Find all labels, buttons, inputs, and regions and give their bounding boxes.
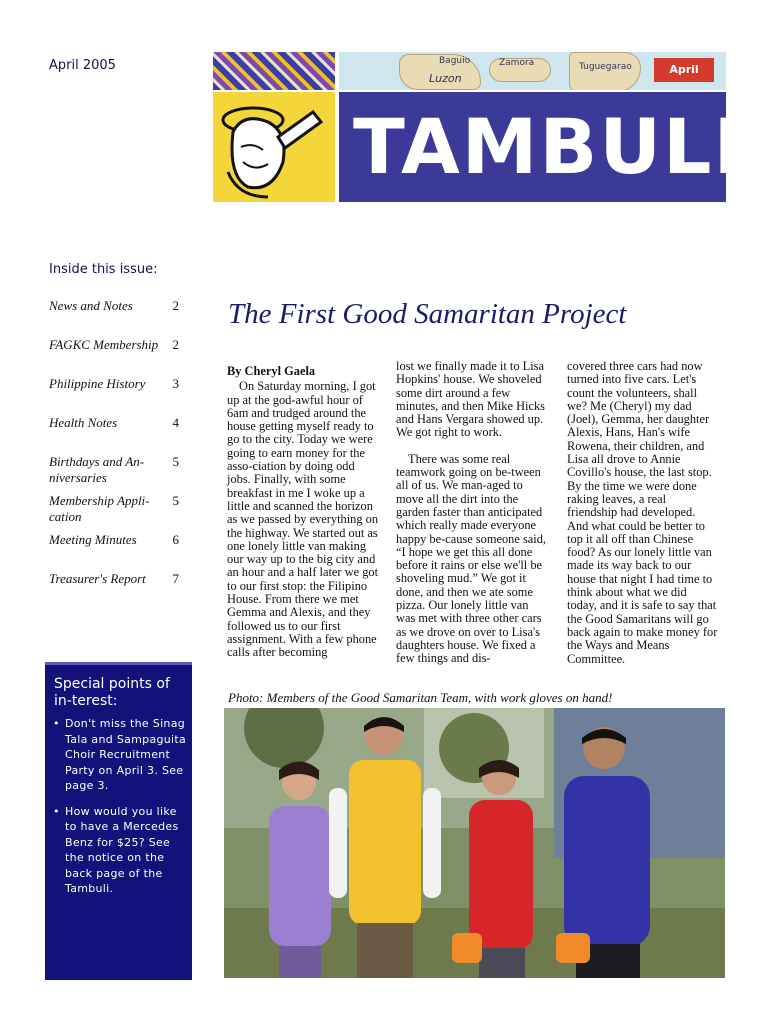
- special-points-box: [45, 662, 192, 980]
- toc-page: 4: [172, 415, 179, 430]
- photo-caption: Photo: Members of the Good Samaritan Team, with work gloves on hand!: [228, 690, 613, 705]
- map-label-baguio: Baguio: [439, 56, 471, 66]
- toc-item[interactable]: [49, 454, 189, 486]
- article-paragraph: lost we finally made it to Lisa Hopkins' house. We shoveled some dirt around a few minutes, and then Mike Hicks and Hans Vergara showed up. We got right to work.: [396, 359, 546, 440]
- inside-this-issue-heading: Inside this issue:: [49, 262, 158, 277]
- article-paragraph: There was some real teamwork going on be-tween all of us. We man-aged to move all the dirt into the garden faster than anticipated which really made everyone happy be-cause someone said, “I hope we get this all done before it rains or else we'll be shoveling mud.” We got it done, and then we ate some pizza. Our lonely little van was met with three other cars as we drove on over to Lisa's daughters house. We fixed a few things and dis-: [396, 451, 547, 666]
- toc-page: 2: [172, 298, 179, 313]
- toc-item[interactable]: [49, 298, 189, 314]
- masthead: [213, 52, 744, 202]
- toc-title: Philippine History: [49, 376, 146, 391]
- map-label-tuguegarao: Tuguegarao: [579, 62, 632, 72]
- toc-title: Treasurer's Report: [49, 571, 146, 586]
- article-paragraph: On Saturday morning, I got up at the god-awful hour of 6am and trudged around the house getting myself ready to go to the city. Today we were going to earn money for the asso-ciation by doing odd jobs. Finally, with some breakfast in me I woke up a little and scanned the horizon as we passed by everything on the highway. We started out as one lonely little van making our way up to the big city and an hour and a half later we got to our first stop: the Filipino House. From there we met Gemma and Alexis, and they followed us to our first assignment. With a few phone calls after becoming: [227, 379, 379, 660]
- woven-pattern-strip: [213, 52, 335, 90]
- article-byline: By Cheryl Gaela: [227, 364, 316, 378]
- toc-page: 6: [172, 532, 179, 547]
- toc-page: 7: [172, 571, 179, 586]
- toc-item[interactable]: [49, 532, 189, 548]
- toc-page: 5: [172, 493, 179, 508]
- luzon-map-strip: [339, 52, 726, 90]
- special-points-heading: Special points of in-terest:: [54, 676, 170, 709]
- newsletter-title: TAMBULI: [353, 102, 744, 191]
- drummer-illustration: [213, 92, 335, 202]
- special-points-list: [53, 716, 187, 907]
- special-point-item: • How would you like to have a Mercedes Benz for $25? See the notice on the back page of the Tambuli.: [53, 804, 187, 897]
- toc-page: 2: [172, 337, 179, 352]
- toc-title: Birthdays and An-niversaries: [49, 454, 145, 485]
- toc-item[interactable]: [49, 415, 189, 431]
- issue-date: April 2005: [49, 58, 116, 73]
- toc-title: FAGKC Membership: [49, 337, 159, 352]
- toc-item[interactable]: [49, 376, 189, 392]
- article-column-1: [227, 364, 379, 660]
- article-column-2: [396, 360, 548, 666]
- toc-title: Membership Appli-cation: [49, 493, 150, 524]
- toc-title: News and Notes: [49, 298, 133, 313]
- map-label-luzon: Luzon: [429, 72, 462, 85]
- toc-item[interactable]: [49, 337, 189, 353]
- article-headline: The First Good Samaritan Project: [228, 298, 627, 330]
- article-column-3: [567, 360, 719, 666]
- article-paragraph: covered three cars had now turned into five cars. Let's count the volunteers, shall we? Me (Cheryl) my dad (Joel), Gemma, her daughter Alexis, Hans, Han's wife Rowena, their children, and Lisa all drove to Annie Covillo's house, the last stop. By the time we were done raking leaves, a real friendship had developed. And what could be better to top it all off than Chinese food? As our lonely little van made its way back to our house that night I had time to think about what we did today, and it is safe to say that the Good Samaritans will go back again to make money for the Ways and Means Committee.: [567, 359, 718, 666]
- toc-item[interactable]: [49, 571, 189, 587]
- toc-page: 5: [172, 454, 179, 469]
- team-photo: [224, 708, 725, 978]
- special-point-item: • Don't miss the Sinag Tala and Sampaguita Choir Recruitment Party on April 3. See page 3.: [53, 716, 187, 794]
- month-tag: April: [654, 58, 714, 82]
- toc-item[interactable]: [49, 493, 189, 525]
- map-label-zamora: Zamora: [499, 58, 535, 68]
- toc-title: Meeting Minutes: [49, 532, 137, 547]
- toc-title: Health Notes: [49, 415, 118, 430]
- toc-page: 3: [172, 376, 179, 391]
